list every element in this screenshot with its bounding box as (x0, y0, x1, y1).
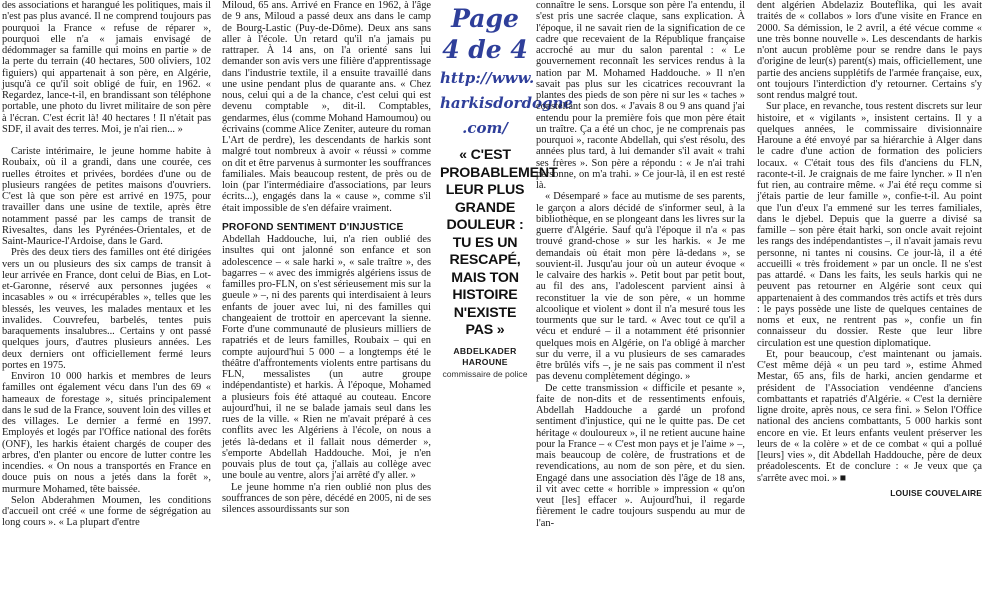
author-byline: LOUISE COUVELAIRE (890, 487, 982, 498)
pull-quote-column (440, 0, 573, 400)
article-column-1 (2, 0, 211, 595)
paragraph: Sur place, en revanche, tous restent discrets sur leur histoire, et « vigilants », insistent certains. Il y a quelques années, le commissaire divisionnaire Haroune a été envoyé par sa hiérarchie à Alger dans le cadre d'une action de formation des policiers locaux. « C'était tous des fils d'anciens du FLN, raconte-t-il. Je craignais de me faire lyncher. » Il n'en fut rien, au contraire même. « J'ai été reçu comme si j'étais partie de leur famille », confie-t-il. Au point que l'un d'eux l'a emmené sur les terres familiales, dans le djebel. Depuis que la guerre a divisé sa famille – son père était harki, son oncle avait rejoint les rangs des indépendantistes –, il n'avait jamais revu personne, ni tantes ni cousins. Ce jour-là, il a été accueilli « très froidement » par un oncle. Il ne s'est pas attardé. « Dans les faits, les seuls harkis qui ne peuvent pas retourner en Algérie sont ceux qui appartenaient à des commandos très actifs et très durs : le pays possède une liste de quelques centaines de noms et eux, ne rentrent pas », confie un fin connaisseur du dossier. Reste que leur libre circulation est une question diplomatique. (757, 101, 982, 349)
paragraph: Miloud, 65 ans. Arrivé en France en 1962, à l'âge de 9 ans, Miloud a passé deux ans dans le camp de Bourg-Lastic (Puy-de-Dôme). Deux ans sans aller à l'école. Un retard qu'il n'a jamais pu rattraper. À 14 ans, on l'a orienté sans lui demander son avis vers une filière d'apprentissage dans l'industrie textile, il a ensuite travaillé dans une usine pendant plus de quarante ans. « Chez nous, celui qui a de la chance, c'est celui qui est devenu comptable », dit-il. Comptables, gendarmes, élus (comme Mohand Hamoumou) ou écrivains (comme Alice Zeniter, auteure du roman L'Art de perdre), les descendants de harkis sont malgré tout nombreux à avoir « réussi » comme on dit et être parvenus à surmonter les souffrances familiales. Mais beaucoup restent, de près ou de loin (par l'intermédiaire d'associations, par leurs écrits...), engagés dans la « cause », comme s'il était impossible de s'en défaire vraiment. (222, 0, 431, 214)
paragraph: Et, pour beaucoup, c'est maintenant ou jamais. C'est même déjà « un peu tard », estime Ahmed Mestar, 65 ans, fils de harki, ancien gendarme et président de l'Association vendéenne d'anciens combattants et rapatriés d'Algérie. « C'est la dernière ligne droite, après nous, ce sera fini. » Selon l'Office national des anciens combattants, 5 000 harkis sont encore en vie. Et leurs enfants veulent préserver les leurs de « la colère » et de ce combat « qui a pollué [leurs] vies », dit Abdellah Haddouche, père de deux préadolescents. Et de conclure : « Je veux que ça s'arrête avec moi. » ■ (757, 348, 982, 484)
article-column-4 (536, 0, 745, 595)
paragraph: Le jeune homme n'a rien oublié non plus des souffrances de son père, décédé en 2005, ni de ses silences assourdissants sur son (222, 481, 431, 515)
pull-quote: « C'EST PROBABLEMENT LEUR PLUS GRANDE DOULEUR : TU ES UN RESCAPÉ, MAIS TON HISTOIRE N'EXISTE PAS » (440, 147, 558, 338)
watermark-page-label: Page (451, 4, 519, 33)
paragraph: Selon Abderahmen Moumen, les conditions d'accueil ont créé « une forme de ségrégation au long cours ». « La plupart d'entre (2, 494, 211, 529)
paragraph: Environ 10 000 harkis et membres de leurs familles ont également vécu dans l'un des 69 « hameaux de forestage », situés principalement dans le sud de la France, souvent loin des villes et des villages. Le dernier a fermé en 1997. Employés et logés par l'Office national des forêts (ONF), les harkis étaient chargés de couper des arbres, d'en planter ou encore de lutter contre les incendies. « On nous a transportés en France en douce puis on nous a jetés dans la forêt », murmure Mohamed, tête baissée. (2, 371, 211, 495)
paragraph: des associations et harangué les politiques, mais il n'est pas plus avancé. Il ne comprend toujours pas pourquoi la France « refuse de réparer », pourquoi elle n'a « jamais envisagé de dédommager sa famille qui moins en partie » de la perte du terrain (40 hectares, 500 oliviers, 102 figuiers) qui appartenait à son père, en Algérie, jusqu'à ce qu'il soit obligé de fuir, en 1962. « Regardez, lance-t-il, en brandissant son téléphone portable, une photo du livret militaire de son père à l'écran. C'est écrit là! 40 hectares ! Il n'était pas SDF, il avait des terres. Moi, je n'ai rien... » (2, 0, 211, 135)
paragraph: Cariste intérimaire, le jeune homme habite à Roubaix, où il a grandi, dans une courée, ces ruelles étroites et privées, bordées d'une ou de plusieurs rangées de petites maisons d'ouvriers. C'est là que son père est arrivé en 1975, pour travailler dans une usine de textile, après être notamment passé par les camps de transit de Rivesaltes, dans les Pyrénées-Orientales, et de Saint-Maurice-l'Ardoise, dans le Gard. (2, 146, 211, 247)
paragraph: De cette transmission « difficile et pesante », faite de non-dits et de ressentiments enfouis, Abdellah Haddouche a gardé un profond sentiment d'injustice, qui ne le quitte pas. De cet héritage « douloureux », il ne retient aucune haine pour la France – « C'est mon pays et je l'aime » –, mais beaucoup de colère, de frustrations et de revendications, au nom de son père, et du sien. Engagé dans une association dès l'âge de 18 ans, il vit avec cette « horrible » impression « qu'on veut [les] effacer ». Aujourd'hui, il regarde fièrement le cadre toujours suspendu au mur de l'an- (536, 382, 745, 529)
paragraph: Près des deux tiers des familles ont été dirigées vers un ou plusieurs des six camps de transit à leur arrivée en France, dont celui de Bias, en Lot-et-Garonne, réservé aux personnes jugées « incasables » ou « irrécupérables », telles que les blessés, les veuves, les malades mentaux et les invalides. Couvrefeu, barbelés, tentes puis baraquements insalubres... Certains y ont passé quelques jours, d'autres plusieurs années. Les deux derniers ont officiellement fermé leurs portes en 1975. (2, 247, 211, 371)
watermark-url-line-2: harkisdordogne (440, 94, 573, 112)
paragraph: dent algérien Abdelaziz Bouteflika, qui les avait traités de « collabos » lors d'une visite en France en 2000. Sa démission, le 2 avril, a été vécue comme « une très bonne nouvelle ». Les descendants de harkis n'ont aucun problème pour se rendre dans le pays d'origine de leur(s) parent(s) mais, officiellement, une partie des anciens supplétifs de l'armée française, eux, ont toujours l'interdiction d'y retourner. Certains s'y sont rendus malgré tout. (757, 0, 982, 101)
section-subheading: PROFOND SENTIMENT D'INJUSTICE (222, 221, 404, 233)
paragraph: « Désemparé » face au mutisme de ses parents, le garçon a alors décidé de s'informer seul, à la bibliothèque, en se plongeant dans les livres sur la guerre d'Algérie. Sauf qu'à l'époque il n'a « pas trouvé grand-chose » sur les harkis. « Je me demandais où était mon père là-dedans », se souvient-il. Jusqu'au jour où un auteur évoque « le calvaire des harkis ». Petit bout par petit bout, au fil des ans, l'adolescent parvient ainsi à reconstituer la vie de son père, « un homme alcoolique et violent » dont il n'a mesuré tous les tourments que sur le tard. « Avec tout ce qu'il a vécu et enduré – il a notamment été prisonnier quelques mois en Algérie, on l'a obligé à marcher sur du verre, il a vu plusieurs de ses camarades être brûlés vifs –, je ne sais pas comment il n'est pas devenu complètement dégingo. » (536, 191, 745, 383)
watermark-url-line-3: .com/ (462, 119, 508, 137)
page-watermark (440, 4, 573, 137)
article-column-2 (222, 0, 431, 595)
article-column-5 (757, 0, 982, 595)
watermark-url-line-1: http://www. (440, 69, 535, 87)
paragraph: Abdellah Haddouche, lui, n'a rien oublié des insultes qui ont jalonné son enfance et son adolescence – « sale harki », « sale traître », des bagarres – « avec des immigrés algériens issus de familles pro-FLN, on s'est sérieusement mis sur la gueule » –, ni des parents qui interdisaient à leurs enfants de jouer avec lui, ni des familles qui changeaient de trottoir en apercevant la sienne. Forte d'une communauté de plusieurs milliers de rapatriés et de leurs familles, Roubaix – qui en compte aujourd'hui 5 000 – a longtemps été le théâtre d'affrontements violents entre partisans du FLN, messalistes (un autre groupe indépendantiste) et harkis. À l'époque, Mohamed a plusieurs fois été attaqué au couteau. Encore aujourd'hui, il ne se balade jamais seul dans les rues de la ville. « Rien ne m'avait préparé à ces conflits avec les Algériens à l'école, on nous a jetés là-dedans et il fallait nous démerder », s'emporte Abdellah Haddouche. Moi, je n'en pouvais plus de tout ça, j'allais au collège avec une boule au ventre, alors j'ai arrêté d'y aller. » (222, 234, 431, 482)
paragraph: connaître le sens. Lorsque son père l'a entendu, il s'est pris une sacrée claque, sans explication. À l'époque, il ne savait rien de la signification de ce cadre que recevaient de la République française accroché au mur du salon parental : « Le gouvernement reconnaît les services rendus à la nation par M. Mohamed Haddouche. » Il n'en savait pas plus sur les cicatrices recouvrant la plantes des pieds de son père ni sur les « taches » constellant son dos. « J'avais 8 ou 9 ans quand j'ai entendu pour la première fois que mon père était un traître. Ça a été un choc, je ne comprenais pas pourquoi », raconte Abdellah, qui s'est résolu, des années plus tard, à lui demander s'il avait « trahi ses frères ». Son père a répondu : « Je n'ai trahi personne, on m'a trahi. » Ce jour-là, il en est resté là. (536, 0, 745, 191)
pull-quote-author: ABDELKADER HAROUNE (453, 345, 517, 367)
pull-quote-author-role: commissaire de police (442, 369, 528, 379)
watermark-page-count: 4 de 4 (442, 35, 528, 64)
